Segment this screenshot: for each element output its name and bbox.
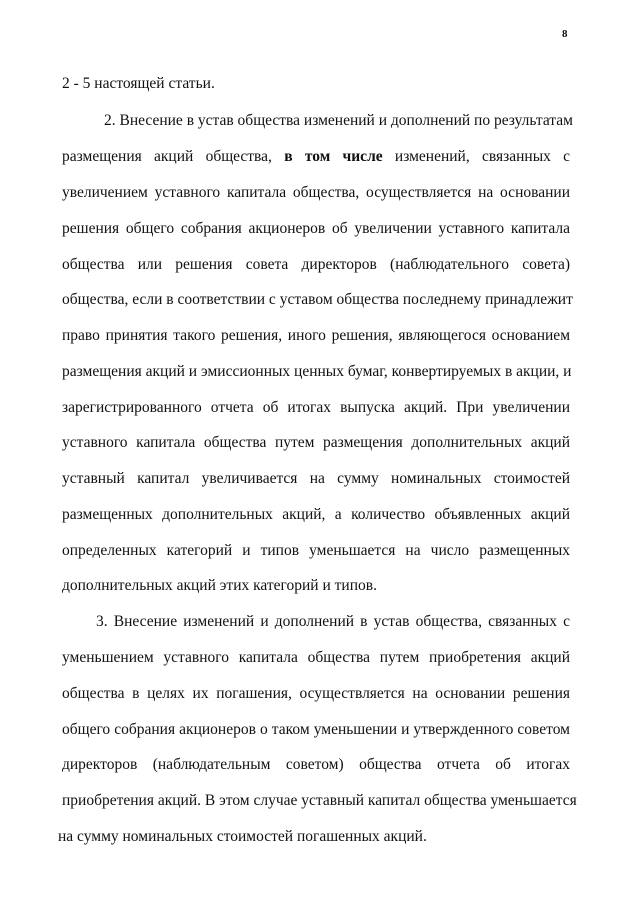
text-line: уставный капитал увеличивается на сумму номинальных стоимостей xyxy=(62,470,570,487)
text-line: дополнительных акций этих категорий и типов. xyxy=(62,577,377,594)
text-line xyxy=(62,147,570,167)
text-line: общего собрания акционеров о таком уменьшении и утвержденного советом xyxy=(62,721,570,738)
page-number: 8 xyxy=(562,28,568,40)
text-line: общества в целях их погашения, осуществляется на основании решения xyxy=(62,685,570,702)
text-line: решения общего собрания акционеров об увеличении уставного капитала xyxy=(62,220,570,237)
text-line: на сумму номинальных стоимостей погашенных акций. xyxy=(58,828,427,845)
text-line: приобретения акций. В этом случае уставный капитал общества уменьшается xyxy=(62,792,577,809)
text-line: директоров (наблюдательным советом) общества отчета об итогах xyxy=(62,756,570,773)
text-span: размещения акций общества, xyxy=(62,148,272,165)
text-line: размещения акций и эмиссионных ценных бумаг, конвертируемых в акции, и xyxy=(62,363,572,380)
text-line: уменьшением уставного капитала общества путем приобретения акций xyxy=(62,649,570,666)
text-line: уставного капитала общества путем размещения дополнительных акций xyxy=(62,434,570,451)
text-line: увеличением уставного капитала общества, осуществляется на основании xyxy=(62,184,570,201)
text-line: зарегистрированного отчета об итогах выпуска акций. При увеличении xyxy=(62,399,570,416)
bold-phrase: в том числе xyxy=(284,148,383,165)
text-line: общества, если в соответствии с уставом общества последнему принадлежит xyxy=(62,291,573,308)
paragraph-3-first-line: 3. Внесение изменений и дополнений в устав общества, связанных с xyxy=(96,613,570,630)
paragraph-2-first-line: 2. Внесение в устав общества изменений и дополнений по результатам xyxy=(104,112,573,129)
text-line: общества или решения совета директоров (наблюдательного совета) xyxy=(62,256,570,273)
text-line: право принятия такого решения, иного решения, являющегося основанием xyxy=(62,327,570,344)
text-span: изменений, связанных с xyxy=(394,148,571,165)
text-line: размещенных дополнительных акций, а количество объявленных акций xyxy=(62,506,570,523)
text-line: 2 - 5 настоящей статьи. xyxy=(62,75,215,92)
text-line: определенных категорий и типов уменьшается на число размещенных xyxy=(62,542,570,559)
